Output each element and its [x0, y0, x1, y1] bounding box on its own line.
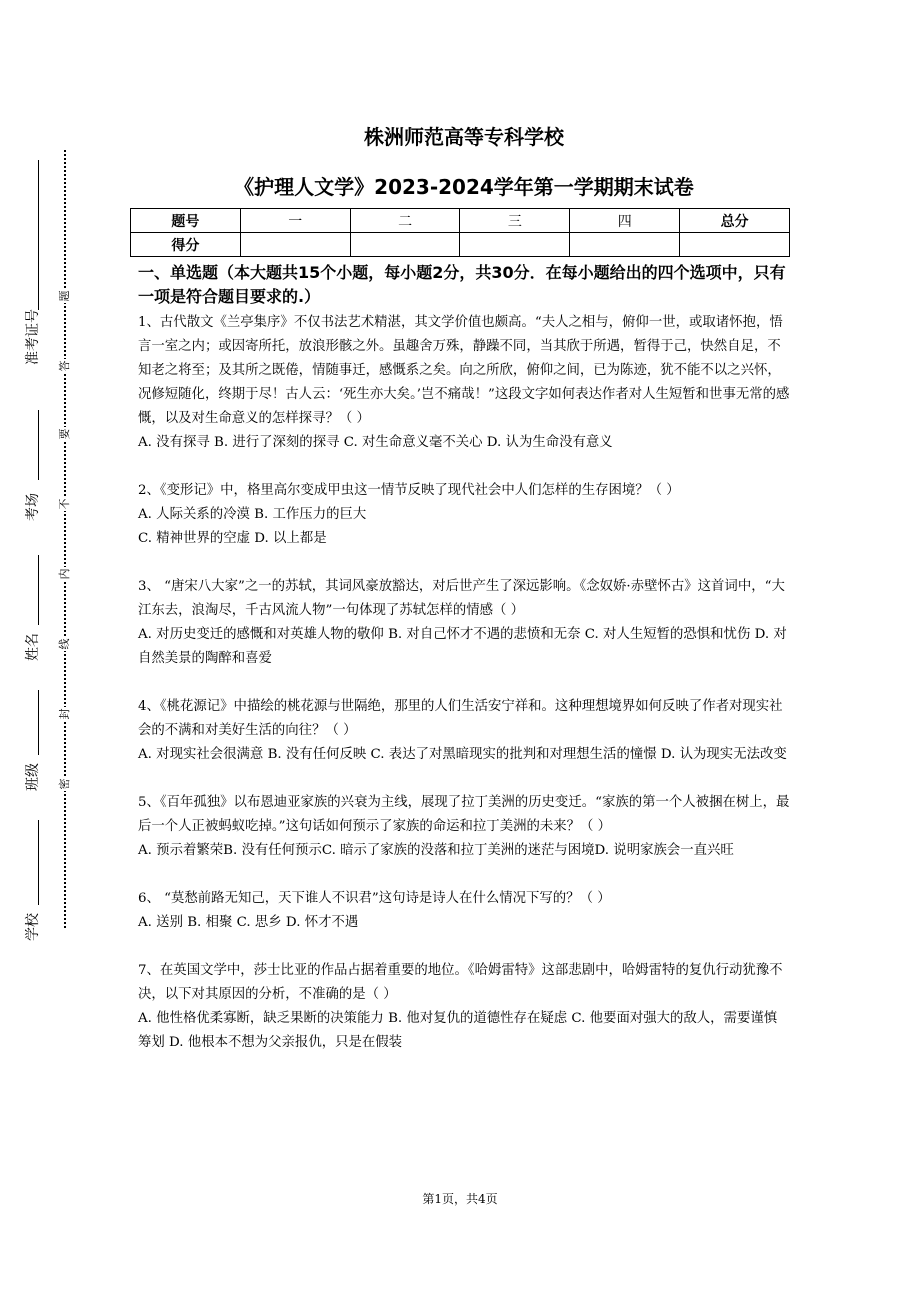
score-cell: 四 [570, 209, 680, 233]
seal-word: 内 [58, 568, 71, 580]
seal-word: 封 [58, 708, 71, 720]
question-options: A. 送别 B. 相聚 C. 思乡 D. 怀才不遇 [138, 915, 359, 930]
question-stem: 3、 “唐宋八大家”之一的苏轼，其词风豪放豁达，对后世产生了深远影响。《念奴娇·赤壁怀古》这首词中，“大江东去，浪淘尽，千古风流人物”一句体现了苏轼怎样的情感（ ） [138, 579, 785, 618]
question-options: A. 他性格优柔寡断，缺乏果断的决策能力 B. 他对复仇的道德性存在疑虑 C. 他要面对强大的敌人，需要谨慎筹划 D. 他根本不想为父亲报仇，只是在假装 [138, 1011, 778, 1050]
question-stem: 2、《变形记》中，格里高尔变成甲虫这一情节反映了现代社会中人们怎样的生存困境？（ ） [138, 483, 680, 498]
question-options: A. 没有探寻 B. 进行了深刻的探寻 C. 对生命意义毫不关心 D. 认为生命没有意义 [138, 435, 613, 450]
seal-word: 要 [58, 428, 71, 440]
student-name-label: 姓名 [25, 633, 41, 661]
question-item [138, 959, 790, 1055]
section-heading: 一、单选题（本大题共15个小题，每小题2分，共30分．在每小题给出的四个选项中，只有一项是符合题目要求的.） [138, 263, 786, 306]
school-underline[interactable] [38, 820, 39, 905]
page-number: 第1页，共4页 [422, 1192, 498, 1206]
score-table-header-row [131, 209, 790, 233]
score-input-cell[interactable] [570, 233, 680, 257]
seal-word: 线 [58, 638, 71, 650]
exam-room-label: 考场 [25, 493, 41, 521]
question-stem: 4、《桃花源记》中描绘的桃花源与世隔绝，那里的人们生活安宁祥和。这种理想境界如何反映了作者对现实社会的不满和对美好生活的向往？（ ） [138, 699, 783, 738]
school-label: 学校 [25, 913, 41, 941]
question-stem: 6、 “莫愁前路无知己，天下谁人不识君”这句诗是诗人在什么情况下写的？（ ） [138, 891, 611, 906]
question-item [138, 479, 790, 551]
class-label: 班级 [25, 763, 41, 791]
score-cell: 得分 [131, 233, 241, 257]
score-cell: 一 [240, 209, 350, 233]
question-item [138, 791, 790, 863]
seal-word: 密 [58, 778, 71, 790]
exam-id-underline[interactable] [38, 160, 39, 310]
question-options: A. 对现实社会很满意 B. 没有任何反映 C. 表达了对黑暗现实的批判和对理想生活的憧憬 D. 认为现实无法改变 [138, 747, 787, 762]
question-item [138, 695, 790, 767]
score-cell: 题号 [131, 209, 241, 233]
score-cell: 二 [350, 209, 460, 233]
question-item [138, 887, 790, 935]
student-name-underline[interactable] [38, 555, 39, 625]
class-underline[interactable] [38, 690, 39, 755]
question-stem: 7、在英国文学中，莎士比亚的作品占据着重要的地位。《哈姆雷特》这部悲剧中，哈姆雷特的复仇行动犹豫不决，以下对其原因的分析，不准确的是（ ） [138, 963, 783, 1002]
score-input-cell[interactable] [350, 233, 460, 257]
score-cell: 总分 [680, 209, 790, 233]
score-table-score-row [131, 233, 790, 257]
score-input-cell[interactable] [680, 233, 790, 257]
question-options: C. 精神世界的空虚 D. 以上都是 [138, 531, 327, 546]
exam-content [138, 261, 790, 1055]
score-cell: 三 [460, 209, 570, 233]
seal-word: 答 [58, 360, 71, 372]
score-input-cell[interactable] [460, 233, 570, 257]
question-stem: 5、《百年孤独》以布恩迪亚家族的兴衰为主线，展现了拉丁美洲的历史变迁。“家族的第一个人被捆在树上，最后一个人正被蚂蚁吃掉。”这句话如何预示了家族的命运和拉丁美洲的未来？（ ） [138, 795, 790, 834]
binding-dotted-line [64, 150, 66, 928]
question-options: A. 预示着繁荣B. 没有任何预示C. 暗示了家族的没落和拉丁美洲的迷茫与困境D. 说明家族会一直兴旺 [138, 843, 734, 858]
question-options: A. 人际关系的冷漠 B. 工作压力的巨大 [138, 507, 367, 522]
exam-id-label: 准考证号 [25, 309, 41, 365]
question-item [138, 575, 790, 671]
score-table [130, 208, 790, 257]
exam-room-underline[interactable] [38, 410, 39, 480]
seal-word: 不 [58, 498, 71, 510]
exam-title: 《护理人文学》2023-2024学年第一学期期末试卷 [234, 175, 694, 199]
score-input-cell[interactable] [240, 233, 350, 257]
school-name: 株洲师范高等专科学校 [364, 125, 564, 149]
question-options: A. 对历史变迁的感慨和对英雄人物的敬仰 B. 对自己怀才不遇的悲愤和无奈 C. 对人生短暂的恐惧和忧伤 D. 对自然美景的陶醉和喜爱 [138, 627, 787, 666]
seal-word: 题 [58, 290, 71, 302]
question-item [138, 311, 790, 455]
question-stem: 1、古代散文《兰亭集序》不仅书法艺术精湛，其文学价值也颇高。“夫人之相与，俯仰一世，或取诸怀抱，悟言一室之内；或因寄所托，放浪形骸之外。虽趣舍万殊，静躁不同，当其欣于所遇，暂得于己，快然自足，不知老之将至；及其所之既倦，情随事迁，感慨系之矣。向之所欣，俯仰之间，已为陈迹，犹不能不以之兴怀，况修短随化，终期于尽！古人云：‘死生亦大矣。’岂不痛哉！”这段文字如何表达作者对人生短暂和世事无常的感慨，以及对生命意义的怎样探寻？（ ） [138, 315, 790, 426]
